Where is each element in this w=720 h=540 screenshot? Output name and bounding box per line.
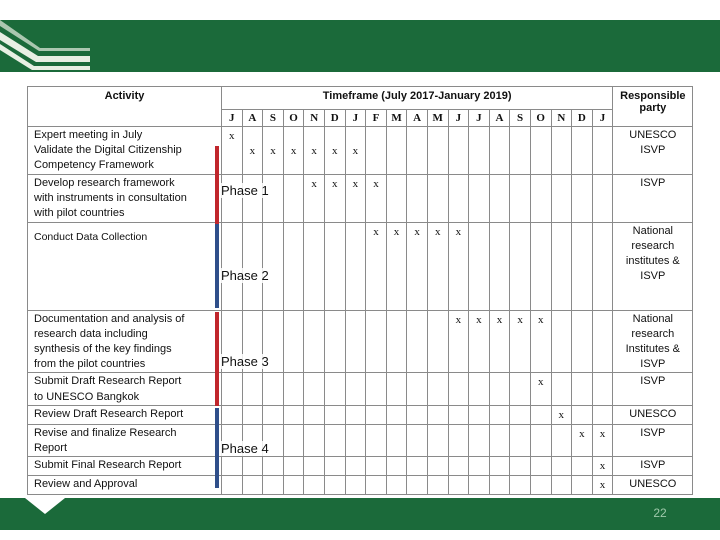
schedule-cell bbox=[592, 373, 613, 405]
month-header: M bbox=[427, 110, 448, 127]
party-text: UNESCO bbox=[629, 129, 677, 141]
schedule-cell bbox=[263, 373, 284, 405]
header-band bbox=[0, 20, 720, 72]
schedule-cell bbox=[304, 476, 325, 495]
schedule-cell bbox=[448, 127, 469, 175]
month-header: S bbox=[510, 110, 531, 127]
schedule-cell bbox=[592, 310, 613, 373]
schedule-cell bbox=[283, 405, 304, 424]
schedule-cell bbox=[489, 127, 510, 175]
schedule-cell bbox=[530, 476, 551, 495]
activity-cell bbox=[28, 405, 222, 424]
activity-text: Submit Final Research Report bbox=[34, 459, 182, 472]
schedule-cell bbox=[222, 222, 243, 310]
activity-text: Review Draft Research Report bbox=[34, 407, 184, 420]
schedule-cell bbox=[427, 373, 448, 405]
schedule-cell bbox=[489, 424, 510, 456]
party-header-line1: Responsible bbox=[620, 90, 686, 102]
schedule-cell bbox=[448, 424, 469, 456]
schedule-cell bbox=[427, 424, 448, 456]
month-header: O bbox=[283, 110, 304, 127]
schedule-cell bbox=[510, 373, 531, 405]
responsible-party-cell bbox=[613, 424, 693, 456]
book-logo-icon bbox=[0, 20, 90, 72]
schedule-cell bbox=[592, 127, 613, 175]
schedule-cell bbox=[386, 310, 407, 373]
schedule-cell bbox=[469, 424, 490, 456]
table-row bbox=[28, 373, 693, 405]
schedule-mark: x bbox=[373, 225, 379, 238]
schedule-cell bbox=[283, 175, 304, 223]
schedule-cell bbox=[242, 127, 263, 175]
schedule-cell bbox=[366, 457, 387, 476]
schedule-cell bbox=[263, 127, 284, 175]
page-number: 22 bbox=[653, 506, 667, 520]
schedule-cell bbox=[592, 457, 613, 476]
schedule-cell bbox=[283, 424, 304, 456]
schedule-mark: x bbox=[455, 225, 462, 238]
responsible-party-cell bbox=[613, 373, 693, 405]
table-row bbox=[28, 175, 693, 223]
party-text: ISVP bbox=[640, 358, 666, 371]
schedule-cell bbox=[283, 373, 304, 405]
month-header: D bbox=[572, 110, 593, 127]
schedule-cell bbox=[469, 175, 490, 223]
phase-4-bar bbox=[215, 408, 219, 488]
party-text: ISVP bbox=[640, 459, 666, 472]
party-text: ISVP bbox=[640, 270, 666, 283]
phase-1-label: Phase 1 bbox=[221, 183, 269, 198]
schedule-cell bbox=[263, 405, 284, 424]
schedule-cell bbox=[448, 175, 469, 223]
schedule-cell bbox=[345, 405, 366, 424]
schedule-mark: x bbox=[434, 225, 441, 238]
schedule-cell bbox=[469, 127, 490, 175]
schedule-mark: x bbox=[229, 130, 235, 142]
activity-cell bbox=[28, 424, 222, 456]
schedule-cell bbox=[551, 476, 572, 495]
schedule-cell bbox=[386, 457, 407, 476]
party-text: institutes & bbox=[625, 255, 680, 268]
schedule-cell bbox=[448, 310, 469, 373]
responsible-party-cell bbox=[613, 175, 693, 223]
schedule-cell bbox=[304, 424, 325, 456]
activity-text: Develop research framework bbox=[34, 177, 175, 189]
table-row bbox=[28, 310, 693, 373]
party-text: ISVP bbox=[640, 375, 666, 388]
schedule-cell bbox=[304, 405, 325, 424]
schedule-cell bbox=[551, 310, 572, 373]
schedule-cell bbox=[489, 457, 510, 476]
schedule-mark: x bbox=[311, 145, 317, 157]
month-header: S bbox=[263, 110, 284, 127]
schedule-cell bbox=[530, 127, 551, 175]
schedule-cell bbox=[407, 127, 428, 175]
table-row bbox=[28, 476, 693, 495]
activity-cell bbox=[28, 175, 222, 223]
responsible-party-cell bbox=[613, 405, 693, 424]
schedule-cell bbox=[530, 310, 551, 373]
schedule-cell bbox=[551, 457, 572, 476]
schedule-cell bbox=[592, 476, 613, 495]
party-text: National bbox=[632, 312, 673, 325]
activity-header: Activity bbox=[28, 87, 222, 127]
schedule-cell bbox=[530, 373, 551, 405]
schedule-cell bbox=[366, 310, 387, 373]
party-text: research bbox=[631, 327, 675, 340]
activity-text: with pilot countries bbox=[34, 207, 125, 220]
month-header: J bbox=[222, 110, 243, 127]
schedule-cell bbox=[222, 405, 243, 424]
schedule-cell bbox=[592, 175, 613, 223]
schedule-cell bbox=[489, 373, 510, 405]
schedule-cell bbox=[469, 310, 490, 373]
schedule-cell bbox=[510, 424, 531, 456]
schedule-cell bbox=[530, 457, 551, 476]
schedule-cell bbox=[448, 476, 469, 495]
schedule-cell bbox=[242, 476, 263, 495]
timeframe-header: Timeframe (July 2017-January 2019) bbox=[222, 87, 613, 110]
schedule-cell bbox=[572, 373, 593, 405]
schedule-cell bbox=[366, 424, 387, 456]
schedule-cell bbox=[510, 310, 531, 373]
schedule-cell bbox=[469, 476, 490, 495]
footer-band bbox=[0, 498, 720, 530]
schedule-cell bbox=[345, 310, 366, 373]
schedule-cell bbox=[489, 476, 510, 495]
activity-text: Submit Draft Research Report bbox=[34, 375, 182, 388]
schedule-mark: x bbox=[476, 313, 482, 326]
schedule-cell bbox=[510, 175, 531, 223]
schedule-mark: x bbox=[599, 479, 606, 492]
schedule-cell bbox=[489, 405, 510, 424]
schedule-cell bbox=[386, 424, 407, 456]
activity-cell bbox=[28, 310, 222, 373]
month-header: N bbox=[304, 110, 325, 127]
schedule-mark: x bbox=[270, 145, 276, 157]
schedule-cell bbox=[222, 373, 243, 405]
schedule-cell bbox=[324, 310, 345, 373]
schedule-mark: x bbox=[352, 145, 359, 157]
responsible-party-cell bbox=[613, 457, 693, 476]
schedule-cell bbox=[407, 310, 428, 373]
responsible-party-cell bbox=[613, 310, 693, 373]
schedule-cell bbox=[366, 175, 387, 223]
schedule-cell bbox=[448, 457, 469, 476]
party-text: ISVP bbox=[640, 144, 666, 157]
phase-1-bar bbox=[215, 146, 219, 224]
schedule-cell bbox=[407, 175, 428, 223]
month-header: M bbox=[386, 110, 407, 127]
schedule-cell bbox=[386, 222, 407, 310]
activity-text: Documentation and analysis of bbox=[34, 312, 185, 325]
month-header: J bbox=[448, 110, 469, 127]
schedule-cell bbox=[324, 127, 345, 175]
party-text: Institutes & bbox=[625, 343, 681, 356]
schedule-cell bbox=[407, 476, 428, 495]
table-row bbox=[28, 222, 693, 310]
schedule-cell bbox=[242, 373, 263, 405]
schedule-cell bbox=[242, 405, 263, 424]
schedule-cell bbox=[366, 373, 387, 405]
activity-text: research data including bbox=[34, 327, 148, 340]
schedule-cell bbox=[304, 175, 325, 223]
party-text: ISVP bbox=[640, 177, 666, 189]
schedule-cell bbox=[304, 457, 325, 476]
schedule-cell bbox=[345, 222, 366, 310]
schedule-cell bbox=[407, 457, 428, 476]
phase-2-label: Phase 2 bbox=[221, 268, 269, 283]
table-row bbox=[28, 457, 693, 476]
activity-cell bbox=[28, 127, 222, 175]
table-row bbox=[28, 127, 693, 175]
footer-notch-icon bbox=[25, 498, 65, 516]
schedule-cell bbox=[222, 457, 243, 476]
activity-cell bbox=[28, 476, 222, 495]
schedule-cell bbox=[510, 476, 531, 495]
activity-text: to UNESCO Bangkok bbox=[34, 390, 140, 403]
schedule-cell bbox=[366, 476, 387, 495]
schedule-cell bbox=[572, 222, 593, 310]
schedule-cell bbox=[222, 127, 243, 175]
schedule-cell bbox=[386, 127, 407, 175]
schedule-cell bbox=[592, 424, 613, 456]
schedule-cell bbox=[304, 222, 325, 310]
schedule-cell bbox=[572, 127, 593, 175]
activity-text: synthesis of the key findings bbox=[34, 343, 172, 356]
schedule-cell bbox=[592, 405, 613, 424]
activity-text: Report bbox=[34, 442, 68, 455]
schedule-cell bbox=[407, 222, 428, 310]
schedule-cell bbox=[263, 476, 284, 495]
table-row bbox=[28, 405, 693, 424]
schedule-cell bbox=[551, 424, 572, 456]
schedule-mark: x bbox=[599, 427, 606, 440]
schedule-mark: x bbox=[517, 313, 523, 326]
activity-cell bbox=[28, 373, 222, 405]
schedule-cell bbox=[572, 405, 593, 424]
schedule-cell bbox=[242, 175, 263, 223]
schedule-cell bbox=[407, 405, 428, 424]
schedule-cell bbox=[510, 127, 531, 175]
schedule-cell bbox=[572, 476, 593, 495]
schedule-cell bbox=[263, 457, 284, 476]
schedule-cell bbox=[427, 405, 448, 424]
schedule-cell bbox=[530, 175, 551, 223]
schedule-cell bbox=[324, 175, 345, 223]
schedule-cell bbox=[551, 175, 572, 223]
schedule-cell bbox=[324, 373, 345, 405]
month-header: F bbox=[366, 110, 387, 127]
activity-text: Conduct Data Collection bbox=[34, 230, 148, 243]
schedule-mark: x bbox=[373, 178, 379, 190]
schedule-mark: x bbox=[332, 178, 338, 190]
schedule-cell bbox=[283, 222, 304, 310]
schedule-mark: x bbox=[537, 313, 544, 326]
phase-3-label: Phase 3 bbox=[221, 354, 269, 369]
schedule-cell bbox=[427, 222, 448, 310]
schedule-cell bbox=[407, 424, 428, 456]
schedule-cell bbox=[324, 457, 345, 476]
schedule-cell bbox=[304, 373, 325, 405]
schedule-cell bbox=[427, 310, 448, 373]
schedule-cell bbox=[222, 175, 243, 223]
schedule-cell bbox=[324, 222, 345, 310]
schedule-cell bbox=[469, 457, 490, 476]
schedule-cell bbox=[551, 127, 572, 175]
activity-text: Validate the Digital Citizenship bbox=[34, 144, 182, 157]
schedule-cell bbox=[263, 175, 284, 223]
responsible-party-cell bbox=[613, 127, 693, 175]
schedule-cell bbox=[489, 222, 510, 310]
schedule-mark: x bbox=[352, 178, 359, 190]
party-text: UNESCO bbox=[629, 478, 677, 491]
schedule-cell bbox=[304, 127, 325, 175]
schedule-cell bbox=[469, 405, 490, 424]
schedule-cell bbox=[407, 373, 428, 405]
schedule-cell bbox=[283, 310, 304, 373]
schedule-cell bbox=[283, 457, 304, 476]
schedule-mark: x bbox=[579, 427, 585, 440]
schedule-cell bbox=[530, 405, 551, 424]
party-text: National bbox=[632, 224, 673, 237]
month-header: J bbox=[592, 110, 613, 127]
month-header: O bbox=[530, 110, 551, 127]
schedule-cell bbox=[324, 405, 345, 424]
schedule-mark: x bbox=[414, 225, 420, 238]
month-header: J bbox=[469, 110, 490, 127]
schedule-cell bbox=[448, 405, 469, 424]
schedule-cell bbox=[222, 476, 243, 495]
schedule-cell bbox=[489, 175, 510, 223]
schedule-mark: x bbox=[537, 376, 544, 389]
schedule-cell bbox=[345, 476, 366, 495]
schedule-cell bbox=[448, 373, 469, 405]
schedule-cell bbox=[386, 373, 407, 405]
schedule-cell bbox=[592, 222, 613, 310]
activity-text: Expert meeting in July bbox=[34, 129, 143, 141]
schedule-cell bbox=[469, 222, 490, 310]
schedule-cell bbox=[283, 476, 304, 495]
schedule-mark: x bbox=[290, 145, 297, 157]
schedule-cell bbox=[448, 222, 469, 310]
schedule-cell bbox=[366, 405, 387, 424]
schedule-cell bbox=[427, 175, 448, 223]
responsible-party-cell bbox=[613, 222, 693, 310]
schedule-mark: x bbox=[558, 408, 565, 421]
activity-text: Competency Framework bbox=[34, 159, 154, 172]
month-header: J bbox=[345, 110, 366, 127]
schedule-cell bbox=[551, 373, 572, 405]
month-header: D bbox=[324, 110, 345, 127]
phase-2-bar bbox=[215, 224, 219, 308]
schedule-cell bbox=[366, 127, 387, 175]
schedule-cell bbox=[427, 457, 448, 476]
schedule-cell bbox=[242, 457, 263, 476]
party-header bbox=[613, 87, 693, 127]
schedule-cell bbox=[572, 175, 593, 223]
schedule-mark: x bbox=[599, 460, 606, 473]
activity-text: from the pilot countries bbox=[34, 358, 146, 371]
schedule-cell bbox=[572, 457, 593, 476]
schedule-cell bbox=[510, 222, 531, 310]
schedule-cell bbox=[345, 373, 366, 405]
schedule-cell bbox=[304, 310, 325, 373]
schedule-cell bbox=[572, 424, 593, 456]
schedule-cell bbox=[530, 222, 551, 310]
schedule-cell bbox=[345, 175, 366, 223]
phase-4-label: Phase 4 bbox=[221, 441, 269, 456]
phase-3-bar bbox=[215, 312, 219, 406]
schedule-cell bbox=[530, 424, 551, 456]
activity-cell bbox=[28, 222, 222, 310]
table-row bbox=[28, 424, 693, 456]
schedule-cell bbox=[510, 405, 531, 424]
activity-text: with instruments in consultation bbox=[34, 192, 187, 205]
schedule-mark: x bbox=[496, 313, 503, 326]
activity-text: Revise and finalize Research bbox=[34, 426, 177, 439]
schedule-cell bbox=[427, 476, 448, 495]
schedule-cell bbox=[283, 127, 304, 175]
schedule-mark: x bbox=[332, 145, 338, 157]
schedule-cell bbox=[263, 222, 284, 310]
schedule-cell bbox=[551, 222, 572, 310]
project-timeline-table bbox=[27, 86, 693, 495]
schedule-cell bbox=[345, 424, 366, 456]
responsible-party-cell bbox=[613, 476, 693, 495]
schedule-mark: x bbox=[311, 178, 317, 190]
schedule-cell bbox=[572, 310, 593, 373]
schedule-cell bbox=[510, 457, 531, 476]
schedule-cell bbox=[489, 310, 510, 373]
party-text: UNESCO bbox=[629, 407, 677, 420]
month-header: A bbox=[407, 110, 428, 127]
schedule-cell bbox=[386, 405, 407, 424]
schedule-cell bbox=[366, 222, 387, 310]
schedule-cell bbox=[386, 476, 407, 495]
month-header: N bbox=[551, 110, 572, 127]
schedule-cell bbox=[551, 405, 572, 424]
schedule-mark: x bbox=[455, 313, 462, 326]
schedule-cell bbox=[324, 476, 345, 495]
month-header: A bbox=[242, 110, 263, 127]
schedule-cell bbox=[324, 424, 345, 456]
schedule-cell bbox=[345, 127, 366, 175]
party-text: ISVP bbox=[640, 426, 666, 439]
schedule-cell bbox=[427, 127, 448, 175]
schedule-cell bbox=[386, 175, 407, 223]
schedule-cell bbox=[242, 222, 263, 310]
schedule-cell bbox=[469, 373, 490, 405]
month-header: A bbox=[489, 110, 510, 127]
party-header-line2: party bbox=[639, 102, 667, 114]
party-text: research bbox=[631, 239, 675, 252]
schedule-mark: x bbox=[249, 145, 256, 157]
activity-cell bbox=[28, 457, 222, 476]
schedule-cell bbox=[345, 457, 366, 476]
schedule-mark: x bbox=[393, 225, 400, 238]
activity-text: Review and Approval bbox=[34, 478, 138, 491]
